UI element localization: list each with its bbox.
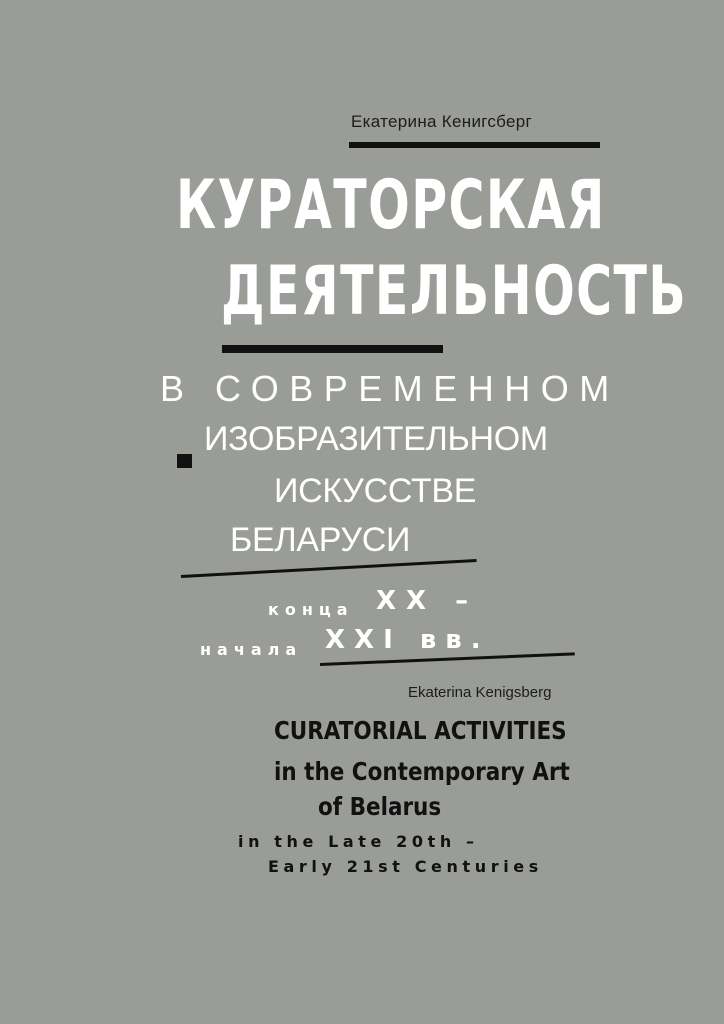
square-mark (177, 454, 192, 468)
dates-ru-line1-word: конца (268, 600, 354, 619)
dates-en-line2: Early 21st Centuries (268, 857, 543, 876)
title-ru-line3: В СОВРЕМЕННОМ (160, 368, 620, 409)
author-name-ru: Екатерина Кенигсберг (351, 112, 533, 131)
author-name-en: Ekaterina Kenigsberg (408, 684, 552, 701)
title-ru-line5: ИСКУССТВЕ (274, 472, 477, 510)
dates-en-line1: in the Late 20th – (238, 832, 479, 851)
slanted-line-upper (181, 559, 477, 578)
title-ru-line2: ДЕЯТЕЛЬНОСТЬ (221, 252, 688, 331)
title-en-line3: of Belarus (318, 792, 442, 821)
title-en-line1: CURATORIAL ACTIVITIES (274, 716, 567, 745)
title-ru-line1: КУРАТОРСКАЯ (176, 166, 606, 245)
dates-ru-line1-num: XX – (376, 586, 479, 616)
divider-bar-top (349, 142, 600, 148)
divider-bar-middle (222, 345, 443, 353)
title-en-line2: in the Contemporary Art (274, 757, 570, 786)
title-ru-line4: ИЗОБРАЗИТЕЛЬНОМ (204, 420, 548, 458)
dates-ru-line2-num: XXI вв. (325, 625, 490, 655)
dates-ru-line2-word: начала (200, 640, 303, 659)
title-ru-line6: БЕЛАРУСИ (230, 521, 411, 559)
